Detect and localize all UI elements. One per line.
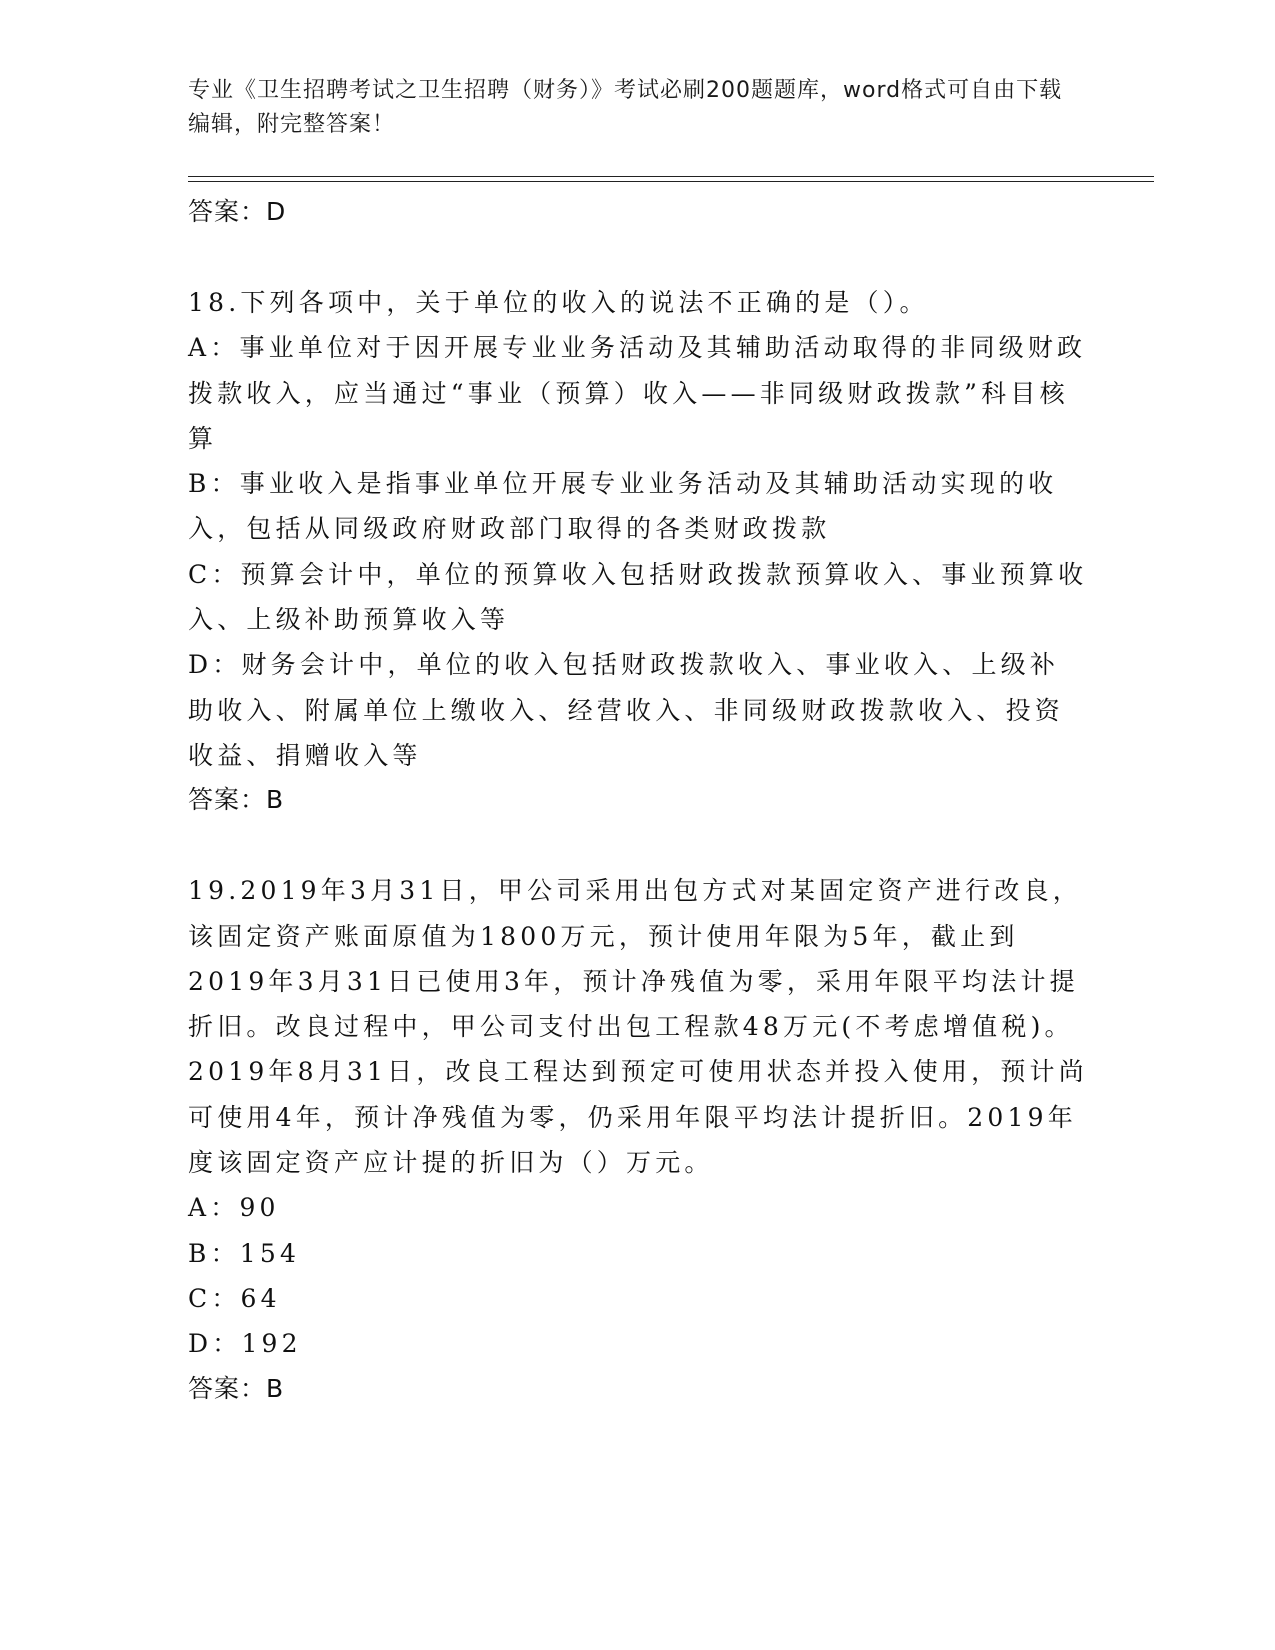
question-19-option-a: A：90 — [188, 1193, 280, 1223]
answer-19: 答案：B — [188, 1373, 285, 1403]
question-18-option-a: A：事业单位对于因开展专业业务活动及其辅助活动取得的非同级财政拨款收入，应当通过“事业（预算）收入——非同级财政拨款”科目核算 — [188, 333, 1087, 453]
answer-18: 答案：B — [188, 785, 285, 815]
document-header: 专业《卫生招聘考试之卫生招聘（财务）》考试必刷200题题库，word格式可自由下载编辑，附完整答案！ — [188, 78, 1063, 137]
question-19-option-c: C：64 — [188, 1283, 281, 1313]
question-18-option-b: B：事业收入是指事业单位开展专业业务活动及其辅助活动实现的收入，包括从同级政府财政部门取得的各类财政拨款 — [188, 469, 1058, 544]
question-19 — [188, 868, 1088, 1410]
header-rule-top — [188, 176, 1154, 177]
document-body — [188, 190, 1088, 1411]
question-18-option-d: D：财务会计中，单位的收入包括财政拨款收入、事业收入、上级补助收入、附属单位上缴收入、经营收入、非同级财政拨款收入、投资收益、捐赠收入等 — [188, 650, 1065, 770]
header-rule-bottom — [188, 181, 1154, 182]
answer-17: 答案：D — [188, 197, 287, 226]
question-18 — [188, 280, 1088, 822]
question-19-option-d: D：192 — [188, 1329, 302, 1359]
question-18-option-c: C：预算会计中，单位的预算收入包括财政拨款预算收入、事业预算收入、上级补助预算收入等 — [188, 559, 1088, 635]
question-19-option-b: B：154 — [188, 1238, 301, 1268]
question-18-stem: 18.下列各项中，关于单位的收入的说法不正确的是（）。 — [188, 288, 929, 317]
question-19-stem: 19.2019年3月31日，甲公司采用出包方式对某固定资产进行改良，该固定资产账面原值为1800万元，预计使用年限为5年，截止到2019年3月31日已使用3年，预计净残值为零，采用年限平均法计提折旧。改良过程中，甲公司支付出包工程款48万元(不考虑增值税)。2019年8月31日，改良工程达到预定可使用状态并投入使用，预计尚可使用4年，预计净残值为零，仍采用年限平均法计提折旧。2019年度该固定资产应计提的折旧为（）万元。 — [188, 876, 1088, 1178]
